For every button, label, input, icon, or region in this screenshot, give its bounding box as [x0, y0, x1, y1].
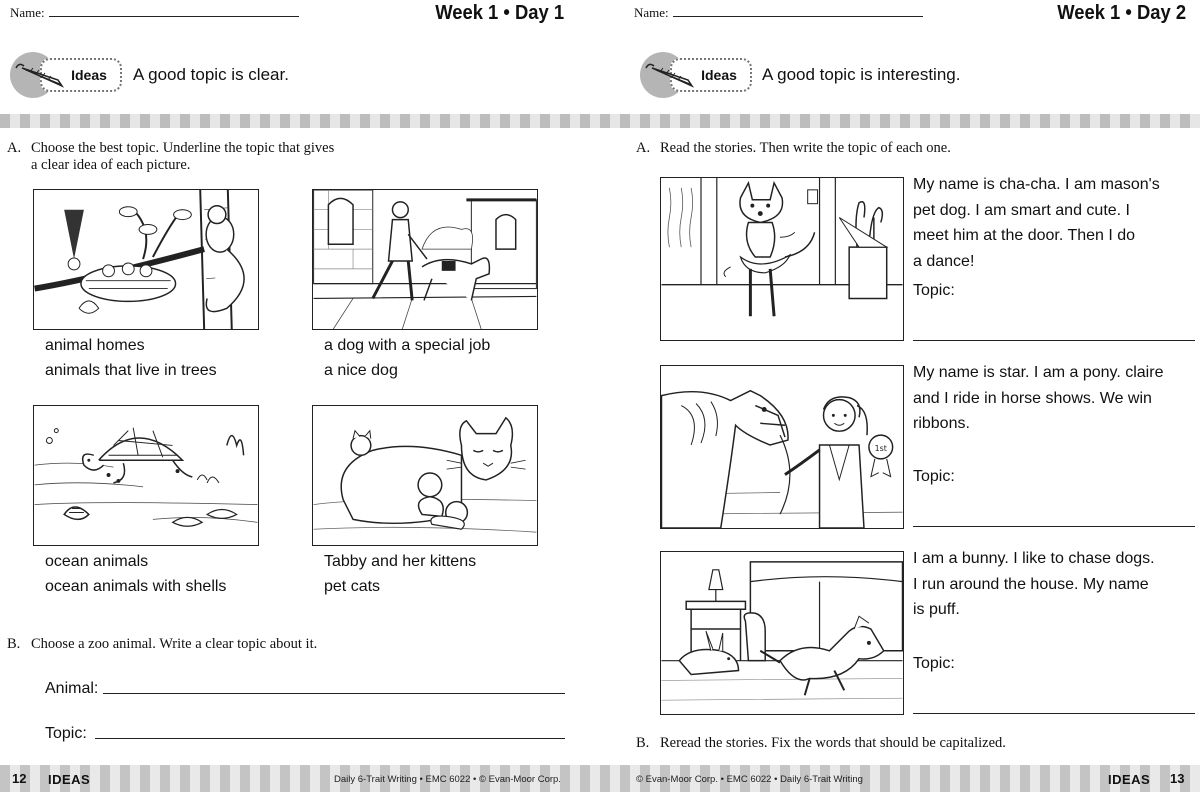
topic-answer-line[interactable]	[913, 340, 1195, 341]
story-line: meet him at the door. Then I do	[913, 227, 1136, 244]
topic-option[interactable]: animal homes	[45, 337, 145, 354]
option-list-picture-4	[324, 549, 476, 599]
picture-pony-girl	[660, 365, 904, 529]
story-3-text	[913, 546, 1198, 623]
instruction-line-2: a clear idea of each picture.	[31, 157, 191, 173]
topic-option[interactable]: a nice dog	[324, 362, 398, 379]
pony-girl-illustration	[661, 366, 903, 528]
topic-label: Topic:	[913, 655, 955, 672]
footer-credit: Daily 6-Trait Writing • EMC 6022 • © Evan-Moor Corp.	[334, 774, 561, 785]
story-2-text	[913, 360, 1198, 437]
week-day-title: Week 1 • Day 1	[435, 2, 564, 24]
story-line: My name is star. I am a pony. claire	[913, 364, 1164, 381]
topic-option[interactable]: animals that live in trees	[45, 362, 217, 379]
dancing-dog-illustration	[661, 178, 903, 340]
section-b-instructions	[636, 735, 1006, 752]
story-line: is puff.	[913, 601, 960, 618]
section-letter: B.	[636, 735, 650, 751]
instruction-text: Read the stories. Then write the topic of each one.	[660, 140, 951, 156]
section-b-instructions	[7, 636, 317, 653]
story-line: I am a bunny. I like to chase dogs.	[913, 550, 1155, 567]
instruction-text: Choose a zoo animal. Write a clear topic about it.	[31, 636, 318, 652]
story-line: ribbons.	[913, 415, 970, 432]
option-list-picture-3	[45, 549, 226, 599]
picture-ocean-animals	[33, 405, 259, 546]
story-1-text	[913, 172, 1198, 274]
name-label: Name:	[634, 5, 669, 20]
footer-section: IDEAS	[48, 772, 91, 787]
ocean-animals-illustration	[34, 406, 258, 545]
section-letter: B.	[7, 636, 21, 652]
topic-option[interactable]: ocean animals	[45, 553, 149, 570]
picture-dancing-dog	[660, 177, 904, 341]
week-day-title: Week 1 • Day 2	[1057, 2, 1186, 24]
ideas-badge	[640, 52, 752, 98]
lesson-heading: A good topic is interesting.	[762, 65, 961, 84]
guide-dog-illustration	[313, 190, 537, 329]
story-line: My name is cha-cha. I am mason's	[913, 176, 1160, 193]
tree-animals-illustration	[34, 190, 258, 329]
topic-option[interactable]: a dog with a special job	[324, 337, 491, 354]
ribbon-label: 1st	[874, 443, 887, 453]
name-field	[634, 5, 923, 21]
topic-option[interactable]: ocean animals with shells	[45, 578, 227, 595]
lesson-heading: A good topic is clear.	[133, 65, 289, 84]
story-line: pet dog. I am smart and cute. I	[913, 201, 1130, 219]
section-letter: A.	[7, 140, 22, 156]
picture-cat-kittens	[312, 405, 538, 546]
name-label: Name:	[10, 5, 45, 20]
story-line: I run around the house. My name	[913, 575, 1149, 593]
name-line[interactable]	[673, 5, 923, 17]
name-line[interactable]	[49, 5, 299, 17]
footer-credit: © Evan-Moor Corp. • EMC 6022 • Daily 6-Trait Writing	[636, 774, 863, 785]
instruction-line-1: Choose the best topic. Underline the topic that gives	[31, 140, 335, 156]
page-number: 12	[12, 771, 27, 786]
instruction-text: Reread the stories. Fix the words that should be capitalized.	[660, 735, 1006, 751]
picture-bunny-chase	[660, 551, 904, 715]
picture-tree-animals	[33, 189, 259, 330]
feather-pen-icon	[14, 60, 74, 90]
topic-answer-line[interactable]	[913, 713, 1195, 714]
section-a-instructions	[7, 140, 334, 174]
ideas-badge	[10, 52, 122, 98]
topic-option[interactable]: pet cats	[324, 578, 381, 595]
feather-pen-icon	[644, 60, 704, 90]
story-line: and I ride in horse shows. We win	[913, 389, 1152, 407]
header-stripe	[0, 114, 600, 128]
name-field	[10, 5, 299, 21]
section-letter: A.	[636, 140, 651, 156]
topic-label: Topic:	[913, 282, 955, 299]
option-list-picture-1	[45, 333, 217, 383]
story-line: a dance!	[913, 252, 975, 270]
page-number: 13	[1170, 771, 1185, 786]
footer-section: IDEAS	[1108, 772, 1151, 787]
animal-label: Animal:	[45, 680, 99, 697]
topic-answer-line[interactable]	[913, 526, 1195, 527]
badge-label: Ideas	[71, 67, 107, 83]
picture-guide-dog	[312, 189, 538, 330]
cat-kittens-illustration	[313, 406, 537, 545]
option-list-picture-2	[324, 333, 490, 383]
topic-label: Topic:	[913, 468, 955, 485]
header-stripe	[600, 114, 1200, 128]
animal-answer-line[interactable]	[103, 693, 565, 694]
topic-label: Topic:	[45, 725, 87, 742]
topic-answer-line[interactable]	[95, 738, 565, 739]
topic-option[interactable]: Tabby and her kittens	[324, 553, 477, 570]
bunny-chase-illustration	[661, 552, 903, 714]
section-a-instructions	[636, 140, 951, 157]
badge-label: Ideas	[701, 67, 737, 83]
worksheet-page-right	[600, 0, 1200, 792]
